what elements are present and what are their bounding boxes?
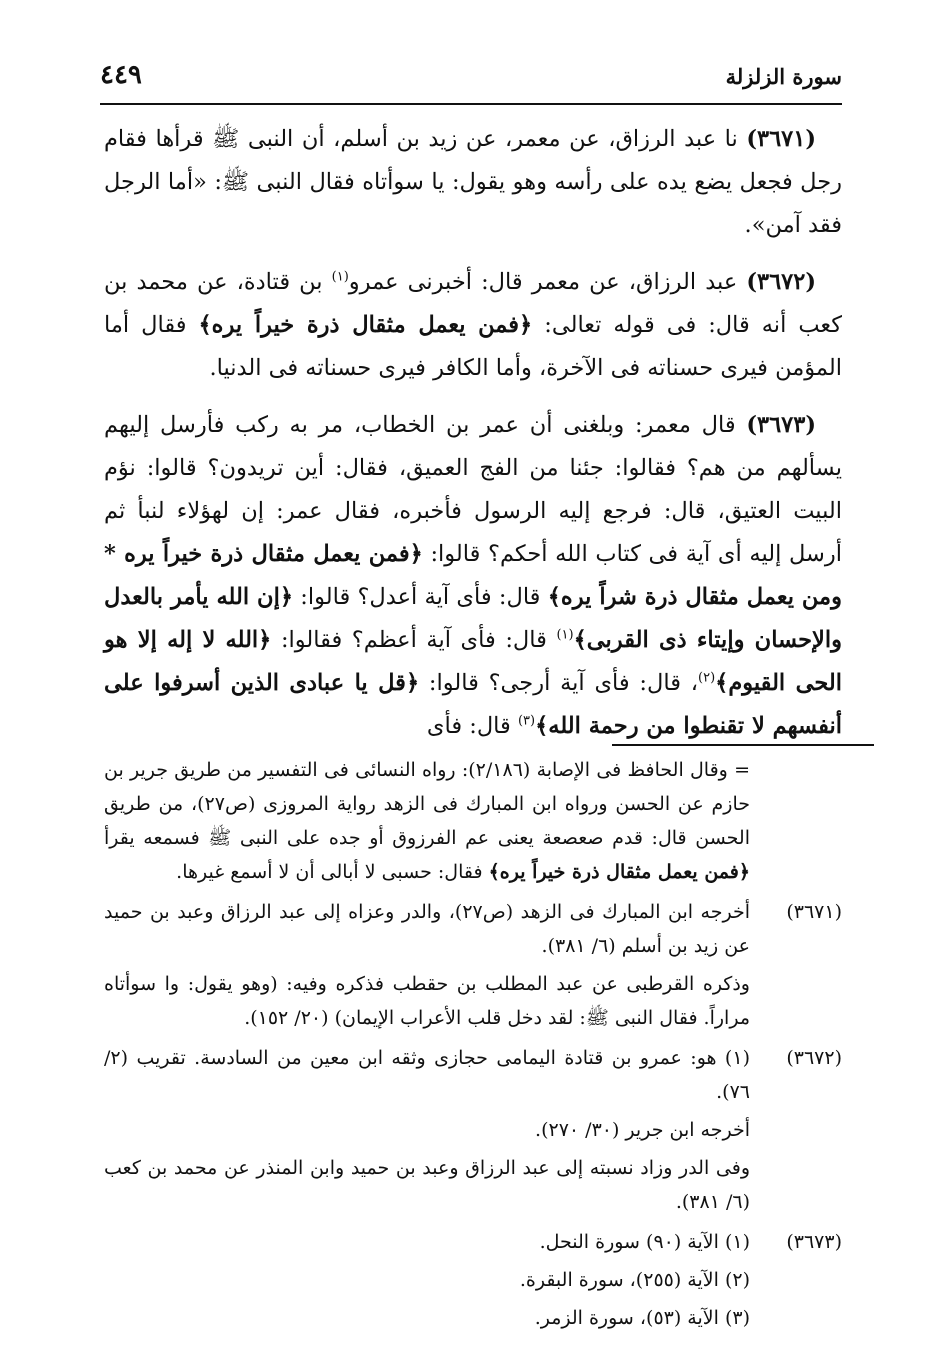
footnote-paragraph: أخرجه ابن المبارك فى الزهد (ص٢٧)، والدر وعزاه إلى عبد الرزاق وعبد بن حميد عن زيد بن أسلم (٦/ ٣٨١). xyxy=(104,901,750,957)
quran-verse: ﴿فمن يعمل مثقال ذرة خيراً يره﴾ xyxy=(198,312,533,338)
footnote-ref: (٢) xyxy=(698,670,716,686)
quran-verse: ﴿فمن يعمل مثقال ذرة خيراً يره﴾ xyxy=(488,861,750,883)
footnote-paragraph: أخرجه ابن جرير (٣٠/ ٢٧٠). xyxy=(535,1119,750,1141)
footnote-paragraph: وفى الدر وزاد نسبته إلى عبد الرزاق وعبد بن حميد وابن المنذر عن محمد بن كعب (٦/ ٣٨١). xyxy=(104,1157,750,1213)
hadith-number: (٣٦٧٢) xyxy=(746,269,816,295)
hadith-number: (٣٦٧٣) xyxy=(746,412,816,438)
footnote-3671 xyxy=(104,895,842,1039)
hadith-text: قال: فأى آية أعظم؟ فقالوا: xyxy=(280,627,547,653)
hadith-text: قال: فأى آية أعدل؟ قالوا: xyxy=(300,584,541,610)
footnote-3673 xyxy=(104,1225,842,1339)
footnote-paragraph: (٢) الآية (٢٥٥)، سورة البقرة. xyxy=(519,1269,750,1291)
footnote-paragraph: (٣) الآية (٥٣)، سورة الزمر. xyxy=(534,1307,750,1329)
hadith-text: قال: فأى xyxy=(426,713,511,739)
hadith-3673 xyxy=(104,404,842,748)
footnote-text: = وقال الحافظ فى الإصابة (٢/١٨٦): رواه النسائى فى التفسير من طريق جرير بن حازم عن الحسن ورواه ابن المبارك فى الزهد رواية المروزى (ص٢٧)، من طريق الحسن قال: قدم صعصعة يعنى عم الفرزوق أو جده على النبى ﷺ فسمعه يقرأ xyxy=(104,759,750,849)
footnote-3672 xyxy=(104,1041,842,1223)
running-title: سورة الزلزلة xyxy=(725,64,842,89)
footnote-divider xyxy=(612,744,874,746)
footnote-label: (٣٦٧١) xyxy=(786,901,842,923)
hadith-number: (٣٦٧١) xyxy=(746,126,816,152)
quran-verse: ﴿الله لا إله إلا هو الحى القيوم﴾ xyxy=(104,627,843,696)
footnote-continuation xyxy=(104,753,842,893)
hadith-text: بن قتادة، عن محمد بن كعب أنه قال: فى قوله تعالى: xyxy=(104,269,842,338)
footnote-label: (٣٦٧٢) xyxy=(786,1047,842,1069)
footnotes xyxy=(104,753,842,1341)
quran-verse: ﴿إن الله يأمر بالعدل والإحسان وإيتاء ذى القربى﴾ xyxy=(104,584,842,653)
hadith-text: قال معمر: وبلغنى أن عمر بن الخطاب، مر به ركب فأرسل إليهم يسألهم من هم؟ فقالوا: جئنا من الفج العميق، فقال: أين تريدون؟ قالوا: نؤم البيت العتيق، قال: فرجع إليه الرسول فأخبره، فقال عمر: إن لهؤلاء لنبأ ثم أرسل إليه أى آية فى كتاب الله أحكم؟ قالوا: xyxy=(104,412,842,567)
footnote-text: فقال: حسبى لا أبالى أن لا أسمع غيرها. xyxy=(176,861,483,883)
footnote-paragraph: (١) الآية (٩٠) سورة النحل. xyxy=(539,1231,750,1253)
footnote-label: (٣٦٧٣) xyxy=(786,1231,842,1253)
hadith-text: عبد الرزاق، عن معمر قال: أخبرنى عمرو xyxy=(348,269,738,295)
page-number: ٤٤٩ xyxy=(100,60,142,90)
hadith-text: ، قال: فأى آية أرجى؟ قالوا: xyxy=(428,670,699,696)
footnote-ref: (٣) xyxy=(517,713,536,729)
hadith-text: نا عبد الرزاق، عن معمر، عن زيد بن أسلم، أن النبى ﷺ قرأها فقام رجل فجعل يضع يده على رأسه وهو يقول: يا سوأتاه فقال النبى ﷺ: «أما الرجل فقد آمن». xyxy=(104,126,842,238)
hadith-text: فقال أما المؤمن فيرى حسناته فى الآخرة، وأما الكافر فيرى حسناته فى الدنيا. xyxy=(104,312,842,381)
page-header xyxy=(100,60,842,100)
footnote-paragraph: وذكره القرطبى عن عبد المطلب بن حقطب فذكره وفيه: (وهو يقول: وا سوأتاه مراراً. فقال النبى ﷺ: لقد دخل قلب الأعراب الإيمان) (٢٠/ ١٥٢). xyxy=(104,973,750,1029)
footnote-ref: (١) xyxy=(556,627,574,643)
hadith-3671 xyxy=(104,118,842,247)
footnote-paragraph xyxy=(104,753,750,889)
footnote-ref: (١) xyxy=(331,269,349,285)
hadith-3672 xyxy=(104,261,842,390)
quran-verse: ﴿فمن يعمل مثقال ذرة خيراً يره * ومن يعمل مثقال ذرة شراً يره﴾ xyxy=(104,541,842,610)
footnote-paragraph: (١) هو: عمرو بن قتادة اليمامى حجازى وثقه ابن معين من السادسة. تقريب (٢/ ٧٦). xyxy=(104,1047,750,1103)
header-divider xyxy=(100,103,842,105)
main-text xyxy=(104,118,842,762)
quran-verse: ﴿قل يا عبادى الذين أسرفوا على أنفسهم لا تقنطوا من رحمة الله﴾ xyxy=(104,670,842,739)
